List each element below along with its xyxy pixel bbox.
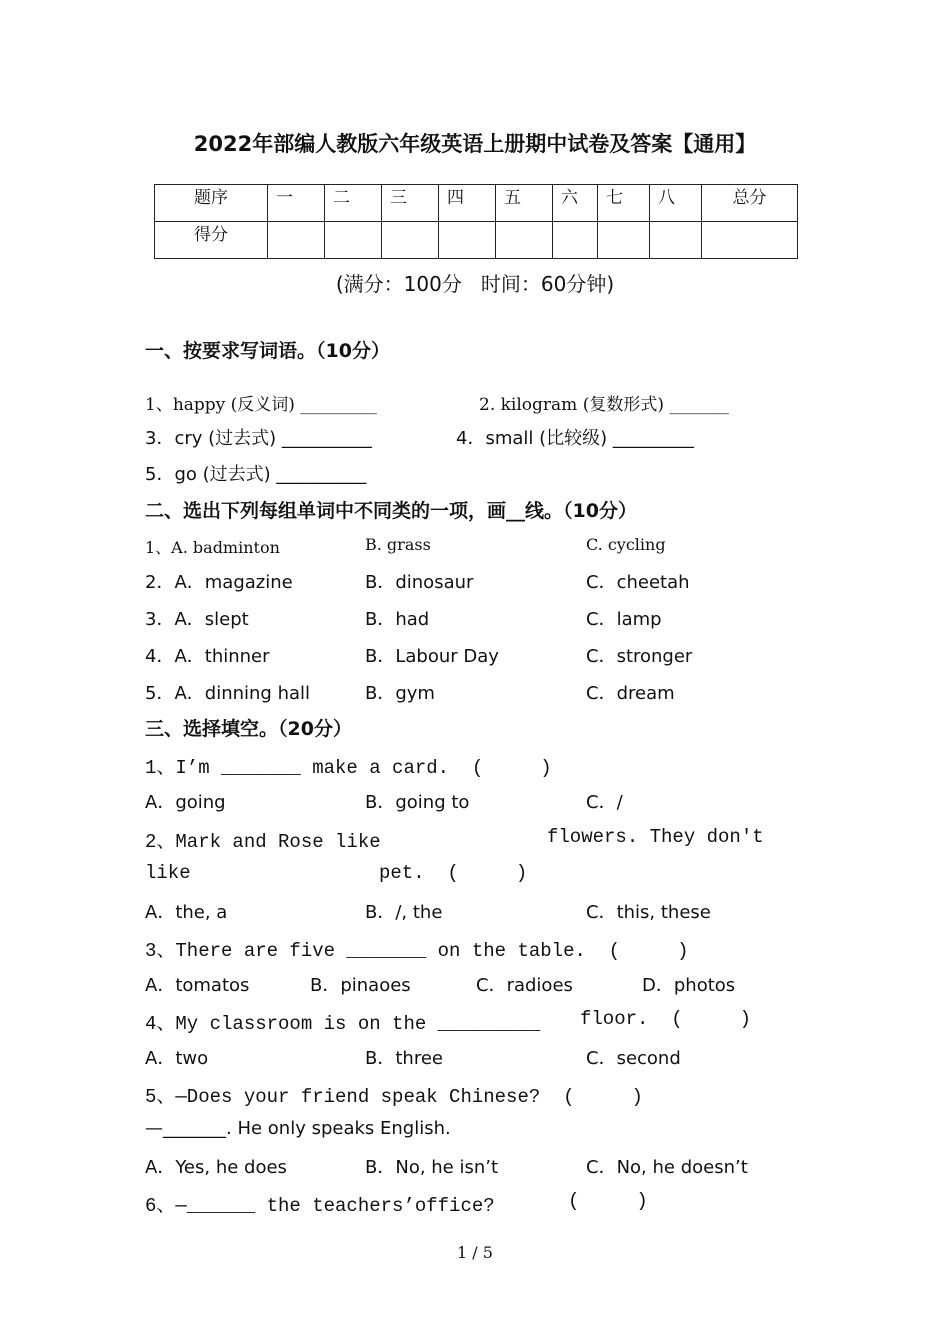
page-number: 1 / 5 (457, 1243, 493, 1262)
s3-q1-option-b: B．going to (365, 792, 470, 813)
score-cell[interactable] (382, 222, 439, 259)
s3-question-4-start: 4、My classroom is on the _________ (145, 1013, 541, 1035)
score-cell[interactable] (553, 222, 598, 259)
header-cell: 七 (598, 185, 650, 222)
page-title: 2022年部编人教版六年级英语上册期中试卷及答案【通用】 (193, 132, 757, 156)
s2-row4-option-c: C．stronger (586, 646, 693, 667)
s3-q5-option-c: C．No, he doesn’t (586, 1157, 748, 1178)
s3-q3-option-d: D．photos (642, 975, 736, 996)
s3-q4-option-c: C．second (586, 1048, 681, 1069)
s3-question-1: 1、I’m _______ make a card. ( ) (145, 757, 552, 779)
s3-q2-option-c: C．this, these (586, 902, 711, 923)
s2-row5-option-a: 5．A．dinning hall (145, 683, 311, 704)
s2-row2-option-a: 2．A．magazine (145, 572, 293, 593)
section1-heading: 一、按要求写词语。（10分） (145, 340, 390, 362)
header-cell: 二 (325, 185, 382, 222)
s3-q2-option-b: B．/, the (365, 902, 443, 923)
s3-q1-option-c: C．/ (586, 792, 623, 813)
header-cell: 三 (382, 185, 439, 222)
score-cell[interactable] (496, 222, 553, 259)
s2-row5-option-c: C．dream (586, 683, 675, 704)
s2-row3-option-a: 3．A．slept (145, 609, 249, 630)
s3-question-5: 5、—Does your friend speak Chinese? ( ) (145, 1086, 643, 1108)
s3-q3-option-c: C．radioes (476, 975, 573, 996)
score-cell[interactable] (702, 222, 798, 259)
s1-question-1: 1、happy (反义词) _________ (145, 395, 377, 415)
s3-question-3: 3、There are five _______ on the table. ( ) (145, 940, 689, 962)
full-score-line: (满分：100分 时间：60分钟) (335, 272, 615, 296)
header-cell: 总分 (702, 185, 798, 222)
header-cell: 八 (650, 185, 702, 222)
score-table-score-row (155, 222, 798, 259)
s3-q4-option-a: A．two (145, 1048, 209, 1069)
s2-row1-option-c: C. cycling (586, 535, 666, 554)
section3-heading: 三、选择填空。（20分） (145, 718, 352, 740)
header-cell: 四 (439, 185, 496, 222)
s3-question-2-line1-start: 2、Mark and Rose like (145, 831, 381, 853)
score-cell[interactable] (325, 222, 382, 259)
s2-row5-option-b: B．gym (365, 683, 435, 704)
s2-row4-option-a: 4．A．thinner (145, 646, 270, 667)
row-label-cell: 得分 (155, 222, 268, 259)
s2-row1-option-b: B. grass (365, 535, 431, 554)
score-cell[interactable] (598, 222, 650, 259)
s3-q3-option-a: A．tomatos (145, 975, 250, 996)
s2-row3-option-b: B．had (365, 609, 430, 630)
s2-row2-option-c: C．cheetah (586, 572, 690, 593)
score-cell[interactable] (268, 222, 325, 259)
s1-question-4: 4．small (比较级) _________ (456, 428, 694, 449)
s3-q5-reply: —_______. He only speaks English. (145, 1118, 451, 1139)
s2-row3-option-c: C．lamp (586, 609, 662, 630)
header-cell: 题序 (155, 185, 268, 222)
s3-question-2-line1-end: flowers. They don't (547, 826, 764, 848)
s3-q2-option-a: A．the, a (145, 902, 228, 923)
score-table-header-row (155, 185, 798, 222)
score-table (154, 184, 798, 259)
s3-question-6: 6、—______ the teachers’office? (145, 1195, 495, 1217)
header-cell: 五 (496, 185, 553, 222)
s3-q5-option-b: B．No, he isn’t (365, 1157, 499, 1178)
s2-row4-option-b: B．Labour Day (365, 646, 499, 667)
s1-question-2: 2. kilogram (复数形式) _______ (479, 395, 729, 415)
header-cell: 一 (268, 185, 325, 222)
score-cell[interactable] (650, 222, 702, 259)
s3-question-2-line2-start: like (145, 862, 191, 884)
header-cell: 六 (553, 185, 598, 222)
s1-question-5: 5．go (过去式) __________ (145, 464, 367, 485)
s3-question-6-answer-box: ( ) (568, 1190, 648, 1212)
s3-q4-option-b: B．three (365, 1048, 443, 1069)
s2-row1-option-a: 1、A. badminton (145, 538, 280, 557)
s3-question-4-end: floor. ( ) (580, 1008, 752, 1030)
s3-q1-option-a: A．going (145, 792, 226, 813)
s1-question-3: 3．cry (过去式) __________ (145, 428, 372, 449)
s3-q5-option-a: A．Yes, he does (145, 1157, 287, 1178)
s3-question-2-line2-end: pet. ( ) (379, 862, 528, 884)
section2-heading: 二、选出下列每组单词中不同类的一项，画__线。（10分） (145, 500, 637, 522)
s2-row2-option-b: B．dinosaur (365, 572, 474, 593)
score-cell[interactable] (439, 222, 496, 259)
s3-q3-option-b: B．pinaoes (310, 975, 411, 996)
